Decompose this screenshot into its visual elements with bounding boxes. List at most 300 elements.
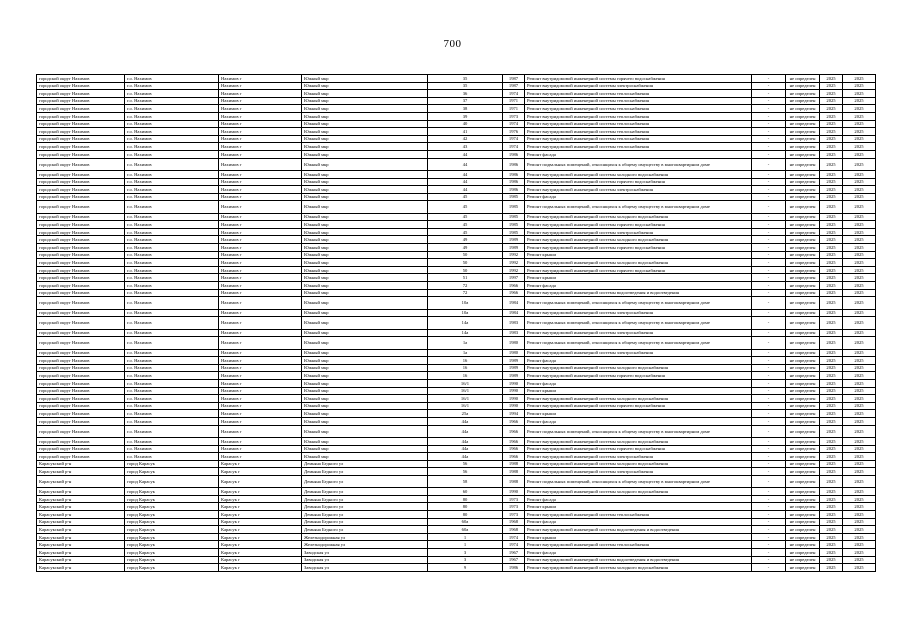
cell-street: Демьяна Бедного ул <box>302 468 428 476</box>
cell-build-year: 1985 <box>503 228 525 236</box>
table-row <box>37 251 876 259</box>
cell-work-type: Ремонт внутридомовой инженерной системы теплоснабжения <box>525 112 752 120</box>
cell-start-year: 2025 <box>820 379 843 387</box>
cell-settlement: город Карасук <box>125 468 219 476</box>
cell-settlement: г.о. Нахимов <box>125 201 219 213</box>
cell-locality: Карасук г <box>219 526 302 534</box>
cell-locality: Нахимов г <box>219 357 302 365</box>
table-row <box>37 228 876 236</box>
cell-house-number: 72 <box>428 282 503 290</box>
cell-street: Южный мкр <box>302 309 428 317</box>
cell-end-year: 2025 <box>843 297 876 309</box>
table-row <box>37 395 876 403</box>
cell-end-year: 2025 <box>843 244 876 252</box>
cell-build-year: 1992 <box>503 251 525 259</box>
table-row <box>37 297 876 309</box>
cell-locality: Карасук г <box>219 495 302 503</box>
cell-start-year: 2025 <box>820 143 843 151</box>
cell-build-year: 1984 <box>503 309 525 317</box>
table-row <box>37 488 876 496</box>
cell-municipal-district: Карасукский р-н <box>37 460 125 468</box>
cell-status: не определен <box>786 120 820 128</box>
cell-end-year: 2025 <box>843 274 876 282</box>
cell-end-year: 2025 <box>843 201 876 213</box>
cell-street: Южный мкр <box>302 150 428 158</box>
table-row <box>37 282 876 290</box>
cell-start-year: 2025 <box>820 251 843 259</box>
cell-build-year: 1966 <box>503 417 525 425</box>
cell-house-number: 58 <box>428 475 503 487</box>
cell-build-year: 1986 <box>503 178 525 186</box>
cell-work-type: Ремонт внутридомовой инженерной системы теплоснабжения <box>525 511 752 519</box>
cell-end-year: 2025 <box>843 329 876 337</box>
cell-build-year: 1990 <box>503 387 525 395</box>
cell-cost: - <box>752 317 786 329</box>
cell-work-type: Ремонт внутридомовой инженерной системы электроснабжения <box>525 228 752 236</box>
cell-cost: - <box>752 425 786 437</box>
table-row <box>37 372 876 380</box>
cell-house-number: 40 <box>428 120 503 128</box>
cell-street: Южный мкр <box>302 135 428 143</box>
table-row <box>37 90 876 98</box>
cell-start-year: 2025 <box>820 541 843 549</box>
cell-work-type: Ремонт крыши <box>525 274 752 282</box>
cell-cost: - <box>752 244 786 252</box>
table-row <box>37 112 876 120</box>
cell-street: Южный мкр <box>302 266 428 274</box>
cell-locality: Карасук г <box>219 564 302 572</box>
cell-settlement: г.о. Нахимов <box>125 402 219 410</box>
cell-cost: - <box>752 488 786 496</box>
cell-settlement: г.о. Нахимов <box>125 259 219 267</box>
cell-work-type: Ремонт внутридомовой инженерной системы холодного водоснабжения <box>525 460 752 468</box>
cell-status: не определен <box>786 488 820 496</box>
cell-municipal-district: городской округ Нахимов <box>37 158 125 170</box>
cell-locality: Нахимов г <box>219 297 302 309</box>
cell-start-year: 2025 <box>820 82 843 90</box>
table-row <box>37 349 876 357</box>
cell-cost: - <box>752 297 786 309</box>
cell-start-year: 2025 <box>820 201 843 213</box>
cell-street: Южный мкр <box>302 112 428 120</box>
cell-settlement: город Карасук <box>125 503 219 511</box>
cell-status: не определен <box>786 244 820 252</box>
cell-work-type: Ремонт внутридомовой инженерной системы теплоснабжения <box>525 90 752 98</box>
cell-house-number: 80 <box>428 495 503 503</box>
cell-settlement: г.о. Нахимов <box>125 105 219 113</box>
cell-locality: Нахимов г <box>219 186 302 194</box>
cell-municipal-district: городской округ Нахимов <box>37 379 125 387</box>
cell-settlement: г.о. Нахимов <box>125 90 219 98</box>
table-row <box>37 213 876 221</box>
cell-end-year: 2025 <box>843 120 876 128</box>
cell-end-year: 2025 <box>843 97 876 105</box>
cell-build-year: 1990 <box>503 379 525 387</box>
cell-end-year: 2025 <box>843 541 876 549</box>
cell-status: не определен <box>786 541 820 549</box>
cell-municipal-district: городской округ Нахимов <box>37 186 125 194</box>
cell-build-year: 1990 <box>503 395 525 403</box>
cell-municipal-district: городской округ Нахимов <box>37 201 125 213</box>
cell-municipal-district: городской округ Нахимов <box>37 193 125 201</box>
cell-build-year: 1997 <box>503 274 525 282</box>
cell-locality: Нахимов г <box>219 228 302 236</box>
cell-municipal-district: городской округ Нахимов <box>37 372 125 380</box>
cell-build-year: 1985 <box>503 221 525 229</box>
cell-municipal-district: городской округ Нахимов <box>37 410 125 418</box>
cell-start-year: 2025 <box>820 158 843 170</box>
cell-street: Южный мкр <box>302 282 428 290</box>
cell-end-year: 2025 <box>843 564 876 572</box>
cell-street: Демьяна Бедного ул <box>302 518 428 526</box>
table-row <box>37 364 876 372</box>
cell-municipal-district: городской округ Нахимов <box>37 170 125 178</box>
cell-cost: - <box>752 135 786 143</box>
cell-end-year: 2025 <box>843 213 876 221</box>
table-row <box>37 143 876 151</box>
cell-status: не определен <box>786 105 820 113</box>
cell-house-number: 39 <box>428 112 503 120</box>
cell-end-year: 2025 <box>843 158 876 170</box>
cell-end-year: 2025 <box>843 387 876 395</box>
cell-house-number: 10а <box>428 309 503 317</box>
cell-end-year: 2025 <box>843 221 876 229</box>
cell-end-year: 2025 <box>843 518 876 526</box>
cell-end-year: 2025 <box>843 143 876 151</box>
register-table-body <box>37 75 876 572</box>
cell-build-year: 1989 <box>503 236 525 244</box>
cell-settlement: г.о. Нахимов <box>125 112 219 120</box>
cell-start-year: 2025 <box>820 329 843 337</box>
table-row <box>37 468 876 476</box>
cell-start-year: 2025 <box>820 488 843 496</box>
cell-status: не определен <box>786 437 820 445</box>
cell-status: не определен <box>786 158 820 170</box>
cell-locality: Нахимов г <box>219 135 302 143</box>
cell-end-year: 2025 <box>843 259 876 267</box>
cell-work-type: Ремонт внутридомовой инженерной системы теплоснабжения <box>525 128 752 136</box>
cell-street: Южный мкр <box>302 128 428 136</box>
table-row <box>37 309 876 317</box>
cell-end-year: 2025 <box>843 228 876 236</box>
cell-settlement: г.о. Нахимов <box>125 309 219 317</box>
cell-work-type: Ремонт внутридомовой инженерной системы холодного водоснабжения <box>525 437 752 445</box>
cell-cost: - <box>752 556 786 564</box>
cell-status: не определен <box>786 468 820 476</box>
cell-settlement: г.о. Нахимов <box>125 221 219 229</box>
cell-build-year: 1985 <box>503 201 525 213</box>
table-row <box>37 170 876 178</box>
cell-start-year: 2025 <box>820 128 843 136</box>
cell-settlement: г.о. Нахимов <box>125 337 219 349</box>
cell-cost: - <box>752 417 786 425</box>
cell-settlement: г.о. Нахимов <box>125 387 219 395</box>
cell-build-year: 1994 <box>503 410 525 418</box>
cell-settlement: г.о. Нахимов <box>125 236 219 244</box>
cell-start-year: 2025 <box>820 453 843 461</box>
cell-cost: - <box>752 105 786 113</box>
cell-house-number: 41 <box>428 128 503 136</box>
cell-settlement: город Карасук <box>125 549 219 557</box>
cell-cost: - <box>752 349 786 357</box>
cell-build-year: 1971 <box>503 97 525 105</box>
cell-cost: - <box>752 445 786 453</box>
cell-end-year: 2025 <box>843 372 876 380</box>
cell-municipal-district: Карасукский р-н <box>37 541 125 549</box>
cell-locality: Нахимов г <box>219 395 302 403</box>
cell-status: не определен <box>786 90 820 98</box>
table-row <box>37 387 876 395</box>
cell-build-year: 1971 <box>503 105 525 113</box>
cell-status: не определен <box>786 213 820 221</box>
cell-municipal-district: городской округ Нахимов <box>37 282 125 290</box>
table-row <box>37 564 876 572</box>
cell-status: не определен <box>786 75 820 83</box>
cell-cost: - <box>752 75 786 83</box>
cell-street: Южный мкр <box>302 105 428 113</box>
cell-work-type: Ремонт внутридомовой инженерной системы теплоснабжения <box>525 135 752 143</box>
cell-settlement: г.о. Нахимов <box>125 128 219 136</box>
cell-start-year: 2025 <box>820 178 843 186</box>
cell-work-type: Ремонт внутридомовой инженерной системы водоотведения и водоотведения <box>525 289 752 297</box>
cell-status: не определен <box>786 297 820 309</box>
cell-house-number: 10а <box>428 297 503 309</box>
cell-build-year: 1980 <box>503 349 525 357</box>
cell-work-type: Ремонт внутридомовой инженерной системы теплоснабжения <box>525 105 752 113</box>
cell-street: Южный мкр <box>302 453 428 461</box>
cell-cost: - <box>752 143 786 151</box>
cell-start-year: 2025 <box>820 309 843 317</box>
cell-start-year: 2025 <box>820 297 843 309</box>
cell-cost: - <box>752 495 786 503</box>
table-row <box>37 329 876 337</box>
cell-work-type: Ремонт внутридомовой инженерной системы холодного водоснабжения <box>525 170 752 178</box>
cell-status: не определен <box>786 221 820 229</box>
cell-end-year: 2025 <box>843 357 876 365</box>
cell-work-type: Ремонт фасада <box>525 417 752 425</box>
cell-work-type: Ремонт фасада <box>525 150 752 158</box>
cell-start-year: 2025 <box>820 236 843 244</box>
cell-build-year: 1968 <box>503 518 525 526</box>
cell-start-year: 2025 <box>820 395 843 403</box>
cell-municipal-district: Карасукский р-н <box>37 564 125 572</box>
cell-status: не определен <box>786 564 820 572</box>
cell-settlement: г.о. Нахимов <box>125 357 219 365</box>
cell-start-year: 2025 <box>820 317 843 329</box>
cell-house-number: 49 <box>428 236 503 244</box>
cell-cost: - <box>752 201 786 213</box>
cell-locality: Карасук г <box>219 556 302 564</box>
cell-build-year: 1988 <box>503 468 525 476</box>
cell-house-number: 50 <box>428 251 503 259</box>
cell-end-year: 2025 <box>843 90 876 98</box>
cell-municipal-district: городской округ Нахимов <box>37 105 125 113</box>
cell-house-number: 44 <box>428 170 503 178</box>
cell-work-type: Ремонт внутридомовой инженерной системы горячего водоснабжения <box>525 221 752 229</box>
cell-settlement: г.о. Нахимов <box>125 364 219 372</box>
cell-status: не определен <box>786 193 820 201</box>
cell-build-year: 1967 <box>503 549 525 557</box>
cell-work-type: Ремонт внутридомовой инженерной системы холодного водоснабжения <box>525 488 752 496</box>
cell-house-number: 14а <box>428 317 503 329</box>
cell-cost: - <box>752 289 786 297</box>
cell-status: не определен <box>786 170 820 178</box>
cell-end-year: 2025 <box>843 417 876 425</box>
cell-street: Южный мкр <box>302 337 428 349</box>
cell-municipal-district: городской округ Нахимов <box>37 349 125 357</box>
cell-cost: - <box>752 526 786 534</box>
cell-street: Южный мкр <box>302 82 428 90</box>
table-row <box>37 402 876 410</box>
cell-work-type: Ремонт внутридомовой инженерной системы электроснабжения <box>525 82 752 90</box>
cell-municipal-district: городской округ Нахимов <box>37 357 125 365</box>
cell-status: не определен <box>786 112 820 120</box>
cell-build-year: 1989 <box>503 372 525 380</box>
cell-work-type: Ремонт внутридомовой инженерной системы горячего водоснабжения <box>525 75 752 83</box>
cell-locality: Нахимов г <box>219 236 302 244</box>
cell-locality: Карасук г <box>219 468 302 476</box>
cell-house-number: 60а <box>428 518 503 526</box>
cell-work-type: Ремонт подвальных помещений, относящихся к общему имуществу в многоквартирном доме <box>525 425 752 437</box>
cell-municipal-district: городской округ Нахимов <box>37 266 125 274</box>
cell-build-year: 1983 <box>503 317 525 329</box>
cell-status: не определен <box>786 337 820 349</box>
cell-municipal-district: городской округ Нахимов <box>37 387 125 395</box>
cell-locality: Нахимов г <box>219 105 302 113</box>
cell-work-type: Ремонт фасада <box>525 379 752 387</box>
cell-work-type: Ремонт внутридомовой инженерной системы электроснабжения <box>525 468 752 476</box>
cell-start-year: 2025 <box>820 372 843 380</box>
table-row <box>37 549 876 557</box>
cell-street: Южный мкр <box>302 97 428 105</box>
cell-locality: Нахимов г <box>219 201 302 213</box>
cell-settlement: г.о. Нахимов <box>125 82 219 90</box>
cell-house-number: 44а <box>428 425 503 437</box>
cell-work-type: Ремонт внутридомовой инженерной системы горячего водоснабжения <box>525 178 752 186</box>
cell-start-year: 2025 <box>820 402 843 410</box>
cell-municipal-district: городской округ Нахимов <box>37 437 125 445</box>
cell-status: не определен <box>786 317 820 329</box>
cell-start-year: 2025 <box>820 357 843 365</box>
cell-settlement: г.о. Нахимов <box>125 425 219 437</box>
cell-build-year: 1986 <box>503 564 525 572</box>
cell-settlement: г.о. Нахимов <box>125 372 219 380</box>
cell-start-year: 2025 <box>820 549 843 557</box>
cell-work-type: Ремонт подвальных помещений, относящихся к общему имуществу в многоквартирном доме <box>525 317 752 329</box>
cell-end-year: 2025 <box>843 526 876 534</box>
cell-end-year: 2025 <box>843 402 876 410</box>
cell-build-year: 1986 <box>503 170 525 178</box>
cell-street: Южный мкр <box>302 297 428 309</box>
cell-street: Демьяна Бедного ул <box>302 475 428 487</box>
cell-municipal-district: городской округ Нахимов <box>37 128 125 136</box>
cell-house-number: 16 <box>428 372 503 380</box>
cell-start-year: 2025 <box>820 417 843 425</box>
cell-locality: Карасук г <box>219 475 302 487</box>
table-row <box>37 541 876 549</box>
cell-house-number: 44а <box>428 445 503 453</box>
cell-status: не определен <box>786 289 820 297</box>
table-row <box>37 526 876 534</box>
cell-start-year: 2025 <box>820 135 843 143</box>
cell-municipal-district: городской округ Нахимов <box>37 453 125 461</box>
cell-status: не определен <box>786 460 820 468</box>
cell-start-year: 2025 <box>820 556 843 564</box>
cell-municipal-district: городской округ Нахимов <box>37 135 125 143</box>
cell-settlement: г.о. Нахимов <box>125 417 219 425</box>
cell-cost: - <box>752 357 786 365</box>
cell-status: не определен <box>786 445 820 453</box>
cell-work-type: Ремонт подвальных помещений, относящихся к общему имуществу в многоквартирном доме <box>525 201 752 213</box>
cell-municipal-district: городской округ Нахимов <box>37 82 125 90</box>
cell-settlement: г.о. Нахимов <box>125 266 219 274</box>
cell-build-year: 1966 <box>503 289 525 297</box>
cell-street: Южный мкр <box>302 445 428 453</box>
cell-settlement: г.о. Нахимов <box>125 193 219 201</box>
cell-status: не определен <box>786 425 820 437</box>
cell-settlement: город Карасук <box>125 533 219 541</box>
table-row <box>37 201 876 213</box>
table-row <box>37 158 876 170</box>
cell-settlement: город Карасук <box>125 488 219 496</box>
cell-build-year: 1988 <box>503 475 525 487</box>
cell-status: не определен <box>786 475 820 487</box>
cell-build-year: 1985 <box>503 213 525 221</box>
cell-build-year: 1980 <box>503 337 525 349</box>
cell-end-year: 2025 <box>843 379 876 387</box>
cell-start-year: 2025 <box>820 518 843 526</box>
cell-build-year: 1992 <box>503 259 525 267</box>
cell-settlement: г.о. Нахимов <box>125 297 219 309</box>
cell-build-year: 1973 <box>503 503 525 511</box>
cell-status: не определен <box>786 178 820 186</box>
cell-house-number: 16/1 <box>428 395 503 403</box>
cell-house-number: 42 <box>428 135 503 143</box>
cell-work-type: Ремонт внутридомовой инженерной системы горячего водоснабжения <box>525 266 752 274</box>
cell-municipal-district: городской округ Нахимов <box>37 90 125 98</box>
cell-house-number: 3 <box>428 549 503 557</box>
cell-start-year: 2025 <box>820 244 843 252</box>
cell-house-number: 51 <box>428 274 503 282</box>
cell-start-year: 2025 <box>820 289 843 297</box>
cell-house-number: 49 <box>428 244 503 252</box>
cell-locality: Нахимов г <box>219 244 302 252</box>
cell-start-year: 2025 <box>820 475 843 487</box>
cell-municipal-district: городской округ Нахимов <box>37 178 125 186</box>
cell-house-number: 56 <box>428 460 503 468</box>
cell-start-year: 2025 <box>820 468 843 476</box>
cell-start-year: 2025 <box>820 170 843 178</box>
cell-street: Южный мкр <box>302 158 428 170</box>
cell-status: не определен <box>786 402 820 410</box>
cell-end-year: 2025 <box>843 410 876 418</box>
table-row <box>37 128 876 136</box>
cell-street: Южный мкр <box>302 364 428 372</box>
cell-work-type: Ремонт фасада <box>525 495 752 503</box>
cell-end-year: 2025 <box>843 364 876 372</box>
cell-cost: - <box>752 387 786 395</box>
cell-start-year: 2025 <box>820 97 843 105</box>
cell-locality: Нахимов г <box>219 75 302 83</box>
cell-settlement: г.о. Нахимов <box>125 150 219 158</box>
cell-locality: Нахимов г <box>219 178 302 186</box>
cell-street: Южный мкр <box>302 236 428 244</box>
cell-settlement: г.о. Нахимов <box>125 329 219 337</box>
cell-build-year: 1985 <box>503 193 525 201</box>
cell-street: Южный мкр <box>302 186 428 194</box>
cell-status: не определен <box>786 266 820 274</box>
cell-settlement: г.о. Нахимов <box>125 75 219 83</box>
